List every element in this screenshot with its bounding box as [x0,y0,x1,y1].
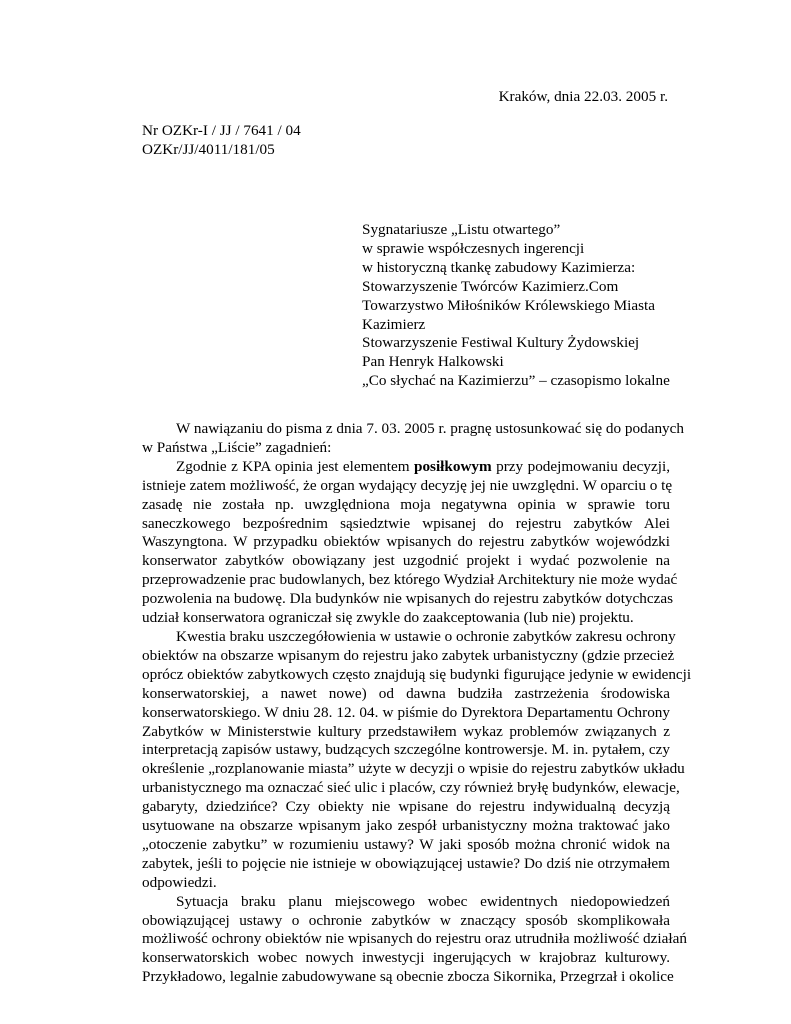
recipient-block [362,221,670,391]
recipient-line: w historyczną tkankę zabudowy Kazimierza: [362,258,636,276]
letter-date: Kraków, dnia 22.03. 2005 r. [498,88,668,105]
text-line: konserwatorskich wobec nowych inwestycji ingerujących w krajobraz kulturowy. [142,949,670,967]
paragraph-kpa-opinion [142,457,678,628]
text-line: w Państwa „Liście” zagadnień: [142,438,332,456]
text-line: Zabytków w Ministerstwie kultury przedstawiłem wykaz problemów związanych z [142,722,670,740]
recipient-line: w sprawie współczesnych ingerencji [362,239,585,257]
text-line: saneczkowego bezpośrednim sąsiedztwie wpisanej do rejestru zabytków Alei [142,514,670,532]
paragraph-legal-gaps [142,627,692,893]
text-fragment: przy podejmowaniu decyzji, [491,457,670,475]
text-line: zabytek, jeśli to pojęcie nie istnieje w obowiązującej ustawie? Do dziś nie otrzymałem [142,854,670,872]
text-line: W nawiązaniu do pisma z dnia 7. 03. 2005 r. pragnę ustosunkować się do podanych [176,420,684,437]
text-line: oprócz obiektów zabytkowych często znajdują się budynki figurujące jedynie w ewidencji [142,665,692,683]
recipient-line: Kazimierz [362,315,426,333]
text-line: udział konserwatora ograniczał się zwykle do zaakceptowania (lub nie) projektu. [142,609,634,627]
reference-numbers [142,121,301,159]
text-line [142,458,670,477]
text-line: usytuowane na obszarze wpisanym jako zespół urbanistyczny można traktować jako [142,817,670,835]
recipient-line: Towarzystwo Miłośników Królewskiego Miasta [362,296,655,314]
text-line: przeprowadzenie prac budowlanych, bez którego Wydział Architektury nie może wydać [142,571,678,589]
text-line: pozwolenia na budowę. Dla budynków nie wpisanych do rejestru zabytków dotychczas [142,590,673,608]
text-line: odpowiedzi. [142,873,217,891]
recipient-line: Pan Henryk Halkowski [362,353,504,371]
reference-number-1: Nr OZKr-I / JJ / 7641 / 04 [142,122,301,139]
text-line: obiektów na obszarze wpisanym do rejestru jako zabytek urbanistyczny (gdzie przecież [142,646,675,664]
text-line: Sytuacja braku planu miejscowego wobec ewidentnych niedopowiedzeń [176,892,670,910]
recipient-line: Stowarzyszenie Festiwal Kultury Żydowskiej [362,334,640,352]
text-line: konserwator zabytków obowiązany jest uzgodnić projekt i wydać pozwolenie na [142,552,670,570]
recipient-line: Stowarzyszenie Twórców Kazimierz.Com [362,277,619,295]
text-line: gabaryty, dziedzińce? Czy obiekty nie wpisane do rejestru indywidualną decyzją [142,798,670,816]
recipient-line: Sygnatariusze „Listu otwartego” [362,221,561,238]
text-line: Przykładowo, legalnie zabudowywane są obecnie zbocza Sikornika, Przegrzał i okolice [142,968,674,986]
text-fragment: Zgodnie z KPA opinia jest elementem [176,457,415,475]
text-line: konserwatorskiego. W dniu 28. 12. 04. w piśmie do Dyrektora Departamentu Ochrony [142,703,670,721]
reference-number-2: OZKr/JJ/4011/181/05 [142,141,275,158]
text-line: obowiązującej ustawy o ochronie zabytków w znaczący sposób skomplikowała [142,911,670,929]
text-line: „otoczenie zabytku” w rozumieniu ustawy? W jaki sposób można chronić widok na [142,835,670,853]
paragraph-intro [142,420,684,458]
text-line: istnieje zatem możliwość, że organ wydający decyzję jej nie uwzględni. W oparciu o tę [142,476,673,494]
letter-body [142,420,692,987]
text-line: określenie „rozplanowanie miasta” użyte w decyzji o wpisie do rejestru zabytków układu [142,760,685,778]
recipient-line: „Co słychać na Kazimierzu” – czasopismo lokalne [362,372,670,390]
text-line: konserwatorskiej, a nawet nowe) od dawna budziła zastrzeżenia środowiska [142,684,670,702]
text-line: zasadę nie została np. uwzględniona moja negatywna opinia w sprawie toru [142,495,670,513]
emphasized-word: posiłkowym [414,457,492,475]
text-line: urbanistycznego ma oznaczać sieć ulic i placów, czy również bryłę budynków, elewacje, [142,779,680,797]
text-line: możliwość ochrony obiektów nie wpisanych do rejestru oraz utrudniła możliwość działań [142,930,687,948]
text-line: interpretacją zapisów ustawy, budzących szczególne kontrowersje. M. in. pytałem, czy [142,741,670,759]
text-line: Kwestia braku uszczegółowienia w ustawie o ochronie zabytków zakresu ochrony [176,627,676,645]
text-line: Waszyngtona. W przypadku obiektów wpisanych do rejestru zabytków wojewódzki [142,533,670,551]
paragraph-local-plan [142,892,687,988]
